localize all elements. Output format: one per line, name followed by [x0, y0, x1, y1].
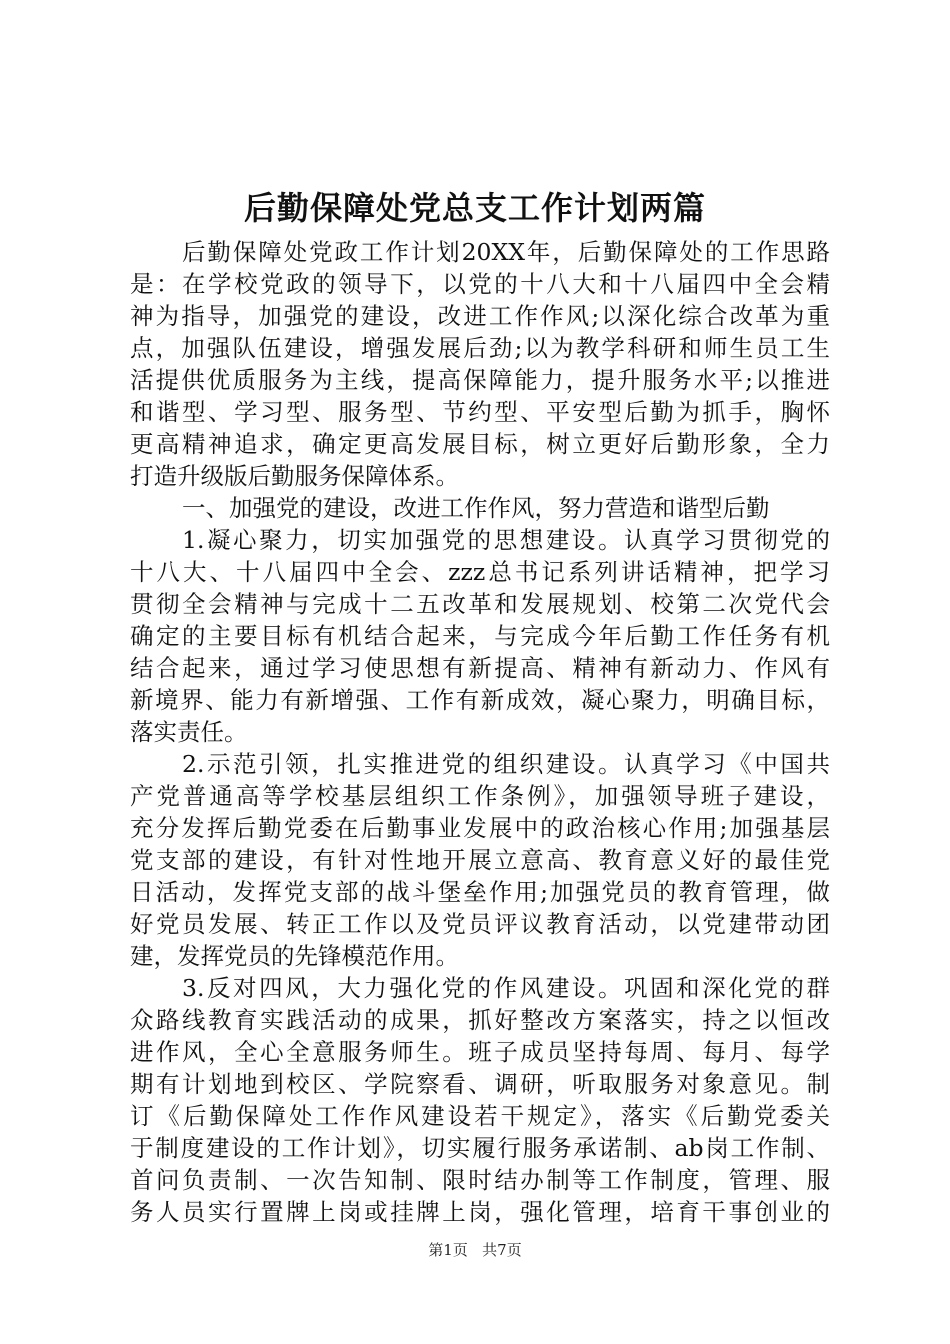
body-line: 后勤保障处党政工作计划20XX年，后勤保障处的工作思路 [182, 238, 830, 266]
body-line: 期有计划地到校区、学院察看、调研，听取服务对象意见。制 [130, 1070, 830, 1098]
body-line: 首问负责制、一次告知制、限时结办制等工作制度，管理、服 [130, 1166, 830, 1194]
body-line: 落实责任。 [130, 718, 248, 746]
body-line: 贯彻全会精神与完成十二五改革和发展规划、校第二次党代会 [130, 590, 830, 618]
body-line: 神为指导，加强党的建设，改进工作作风;以深化综合改革为重 [130, 302, 830, 330]
body-line: 和谐型、学习型、服务型、节约型、平安型后勤为抓手，胸怀 [130, 398, 830, 426]
body-line: 充分发挥后勤党委在后勤事业发展中的政治核心作用;加强基层 [130, 814, 830, 842]
body-line: 1.凝心聚力，切实加强党的思想建设。认真学习贯彻党的 [182, 526, 830, 554]
body-line: 进作风，全心全意服务师生。班子成员坚持每周、每月、每学 [130, 1038, 830, 1066]
body-line: 日活动，发挥党支部的战斗堡垒作用;加强党员的教育管理，做 [130, 878, 830, 906]
body-line: 产党普通高等学校基层组织工作条例》，加强领导班子建设， [130, 782, 830, 810]
body-line: 于制度建设的工作计划》，切实履行服务承诺制、ab岗工作制、 [130, 1134, 830, 1162]
body-line: 3.反对四风，大力强化党的作风建设。巩固和深化党的群 [182, 974, 830, 1002]
body-line: 务人员实行置牌上岗或挂牌上岗，强化管理，培育干事创业的 [130, 1198, 830, 1226]
body-line: 更高精神追求，确定更高发展目标，树立更好后勤形象，全力 [130, 430, 830, 458]
body-line: 新境界、能力有新增强、工作有新成效，凝心聚力，明确目标， [130, 686, 830, 714]
body-line: 结合起来，通过学习使思想有新提高、精神有新动力、作风有 [130, 654, 830, 682]
body-line: 确定的主要目标有机结合起来，与完成今年后勤工作任务有机 [130, 622, 830, 650]
document-body [130, 236, 830, 1228]
section-heading: 一、加强党的建设，改进工作作风，努力营造和谐型后勤 [182, 494, 770, 522]
body-line: 2.示范引领，扎实推进党的组织建设。认真学习《中国共 [182, 750, 830, 778]
body-line: 是：在学校党政的领导下，以党的十八大和十八届四中全会精 [130, 270, 830, 298]
body-line: 十八大、十八届四中全会、zzz总书记系列讲话精神，把学习 [130, 558, 830, 586]
body-line: 活提供优质服务为主线，提高保障能力，提升服务水平;以推进 [130, 366, 830, 394]
body-line: 打造升级版后勤服务保障体系。 [130, 462, 459, 490]
page-total: 共7页 [482, 1241, 522, 1259]
body-line: 好党员发展、转正工作以及党员评议教育活动，以党建带动团 [130, 910, 830, 938]
page-number: 第1页 [428, 1241, 468, 1259]
page-footer [0, 1240, 950, 1260]
body-line: 众路线教育实践活动的成果，抓好整改方案落实，持之以恒改 [130, 1006, 830, 1034]
body-line: 建，发挥党员的先锋模范作用。 [130, 942, 459, 970]
body-line: 订《后勤保障处工作作风建设若干规定》，落实《后勤党委关 [130, 1102, 830, 1130]
document-title: 后勤保障处党总支工作计划两篇 [243, 189, 706, 227]
body-line: 点，加强队伍建设，增强发展后劲;以为教学科研和师生员工生 [130, 334, 830, 362]
body-line: 党支部的建设，有针对性地开展立意高、教育意义好的最佳党 [130, 846, 830, 874]
